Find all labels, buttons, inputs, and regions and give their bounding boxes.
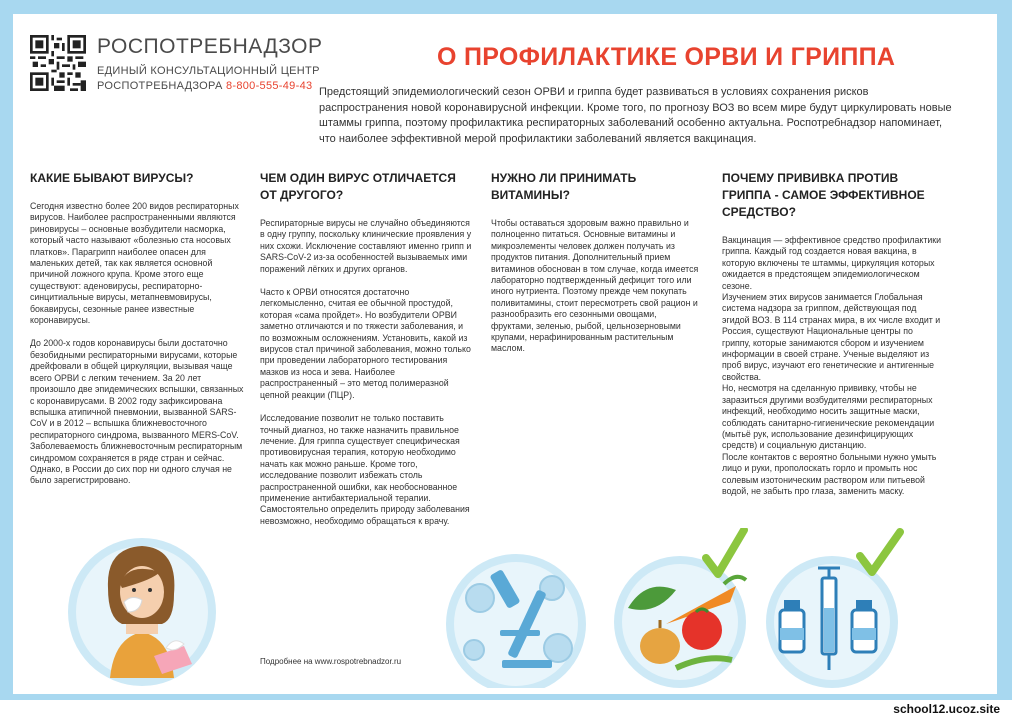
column-heading: ПОЧЕМУ ПРИВИВКА ПРОТИВ ГРИППА - САМОЕ ЭФФЕКТИВНОЕ СРЕДСТВО?: [722, 171, 925, 219]
column-paragraph: Чтобы оставаться здоровым важно правильно и полноценно питаться. Основные витамины и микроэлементы человек должен получать из продуктов питания. Дополнительный прием витаминов обоснован в том случае, когда имеется лабораторно подтвержденный дефицит того или иного нутриента. Поэтому прежде чем покупать поливитамины, стоит пересмотреть свой рацион и разнообразить его сезонными овощами, фруктами, зеленью, рыбой, цельнозерновыми крупами, нерафинированным растительным маслом.: [491, 218, 699, 354]
column-differences: [260, 170, 475, 539]
column-paragraph: Сегодня известно более 200 видов респираторных вирусов. Наиболее распространенными являются риновирусы – основные возбудители насморка, который часто называют «болезнью ста носовых платков». Парагрипп наиболее опасен для маленьких детей, так как является основной причиной ложного крупа. Кроме этого еще существуют: аденовирусы, респираторно-синцитиальные вирусы, метапневмовирусы, бокавирусы, сезонные ранее известные коронавирусы.: [30, 201, 239, 326]
sick-woman-illustration: [62, 528, 222, 688]
column-paragraph: Но, несмотря на сделанную прививку, чтобы не заразиться другими возбудителями респираторных инфекций, необходимо носить защитные маски, соблюдать санитарно-гигиенические рекомендации (мытьё рук, использование дезинфицирующих средств) и социальную дистанцию.: [722, 383, 935, 451]
hotline-phone: 8-800-555-49-43: [225, 80, 313, 92]
column-paragraph: После контактов с вероятно больными нужно умыть лицо и руки, прополоскать горло и промыть нос солевым изотоническим раствором или питьевой водой, не забыть про глаза, заменить маску.: [722, 451, 937, 496]
column-heading: КАКИЕ БЫВАЮТ ВИРУСЫ?: [30, 171, 194, 185]
column-body: [260, 218, 475, 527]
column-viruses: [30, 170, 245, 499]
column-vitamins: [491, 170, 701, 367]
column-body: [30, 201, 245, 487]
column-paragraph: Изучением этих вирусов занимается Глобальная система надзора за гриппом, действующая под эгидой ВОЗ. В 114 странах мира, в их числе входит и Россия, существуют Национальные центры по гриппу, которые занимаются сбором и изучением информации в своей стране. Ученые выделяют из проб вирус, изучают его генетические и антигенные свойства.: [722, 292, 941, 382]
org-subtitle: [97, 64, 322, 94]
brand-block: [97, 35, 322, 94]
column-paragraph: Вакцинация — эффективное средство профилактики гриппа. Каждый год создается новая вакцина, в которую включены те штаммы, циркуляция которых ожидается в предстоящем эпидемиологическом сезоне.: [722, 235, 942, 291]
org-sub-line1: ЕДИНЫЙ КОНСУЛЬТАЦИОННЫЙ ЦЕНТР: [97, 65, 320, 77]
site-watermark: school12.ucoz.site: [893, 702, 1000, 716]
intro-paragraph: Предстоящий эпидемиологический сезон ОРВИ и гриппа будет развиваться в условиях сохранения рисков распространения новой коронавирусной инфекции. Кроме того, по прогнозу ВОЗ во всем мире будут циркулировать новые штаммы гриппа, поэтому профилактика респираторных заболеваний особенно актуальна. Роспотребнадзор напоминает, что наиболее эффективной мерой профилактики заболеваний является вакцинация.: [319, 86, 952, 145]
column-paragraph: До 2000-х годов коронавирусы были достаточно безобидными респираторными вирусами, которые дрейфовали в общей циркуляции, вызывая чаще всего ОРВИ с легким течением. За 20 лет произошло две эпидемических вспышки, связанных с коронавирусами. В 2002 году зафиксирована вспышка атипичной пневмонии, вызванной SARS-CoV и в 2012 – вспышка ближневосточного респираторного синдрома, вызванного MERS-CoV. Заболеваемость ближневосточным респираторным синдромом сохраняется в ряде стран и сейчас. Однако, в России до сих пор ни одного случая не было зарегистрировано.: [30, 338, 244, 486]
column-body: [722, 235, 942, 497]
vegetables-illustration: [606, 528, 756, 688]
page-title: О ПРОФИЛАКТИКЕ ОРВИ И ГРИППА: [437, 43, 896, 71]
checkmark-icon: [860, 532, 900, 572]
column-paragraph: Часто к ОРВИ относятся достаточно легкомысленно, считая ее обычной простудой, которая «сама пройдет». Но возбудители ОРВИ заметно отличаются и по тяжести заболевания, и по возможным осложнениям. Установить, какой из вирусов стал причиной заболевания, можно только при проведении лабораторного тестирования мазков из носа и зева. Наиболее распространенный – это метод полимеразной цепной реакции (ПЦР).: [260, 287, 471, 400]
qr-code-icon: [30, 35, 86, 91]
column-body: [491, 218, 701, 355]
column-paragraph: Респираторные вирусы не случайно объединяются в одну группу, поскольку клинические проявления у них схожи. Исключение составляют именно грипп и SARS-CoV-2 из-за особенностей вызываемых ими поражений лёгких и других органов.: [260, 218, 472, 274]
column-heading: НУЖНО ЛИ ПРИНИМАТЬ ВИТАМИНЫ?: [491, 171, 637, 202]
column-vaccination: [722, 170, 942, 497]
footer-website-note: Подробнее на www.rospotrebnadzor.ru: [260, 657, 402, 666]
org-name: РОСПОТРЕБНАДЗОР: [97, 35, 323, 58]
vaccine-illustration: [760, 528, 910, 688]
checkmark-icon: [706, 530, 744, 574]
microscope-virus-illustration: [440, 548, 590, 688]
column-heading: ЧЕМ ОДИН ВИРУС ОТЛИЧАЕТСЯ ОТ ДРУГОГО?: [260, 171, 456, 202]
org-sub-line2: РОСПОТРЕБНАДЗОРА: [97, 80, 223, 92]
column-paragraph: Исследование позволит не только поставить точный диагноз, но также назначить правильное лечение. Для гриппа существует специфическая противовирусная терапия, которую необходимо начать как можно раньше. Кроме того, исследование позволит избежать столь распространенной ошибки, как необоснованное применение антибактериальной терапии. Самостоятельно определить природу заболевания невозможно, необходимо обращаться к врачу.: [260, 413, 470, 526]
